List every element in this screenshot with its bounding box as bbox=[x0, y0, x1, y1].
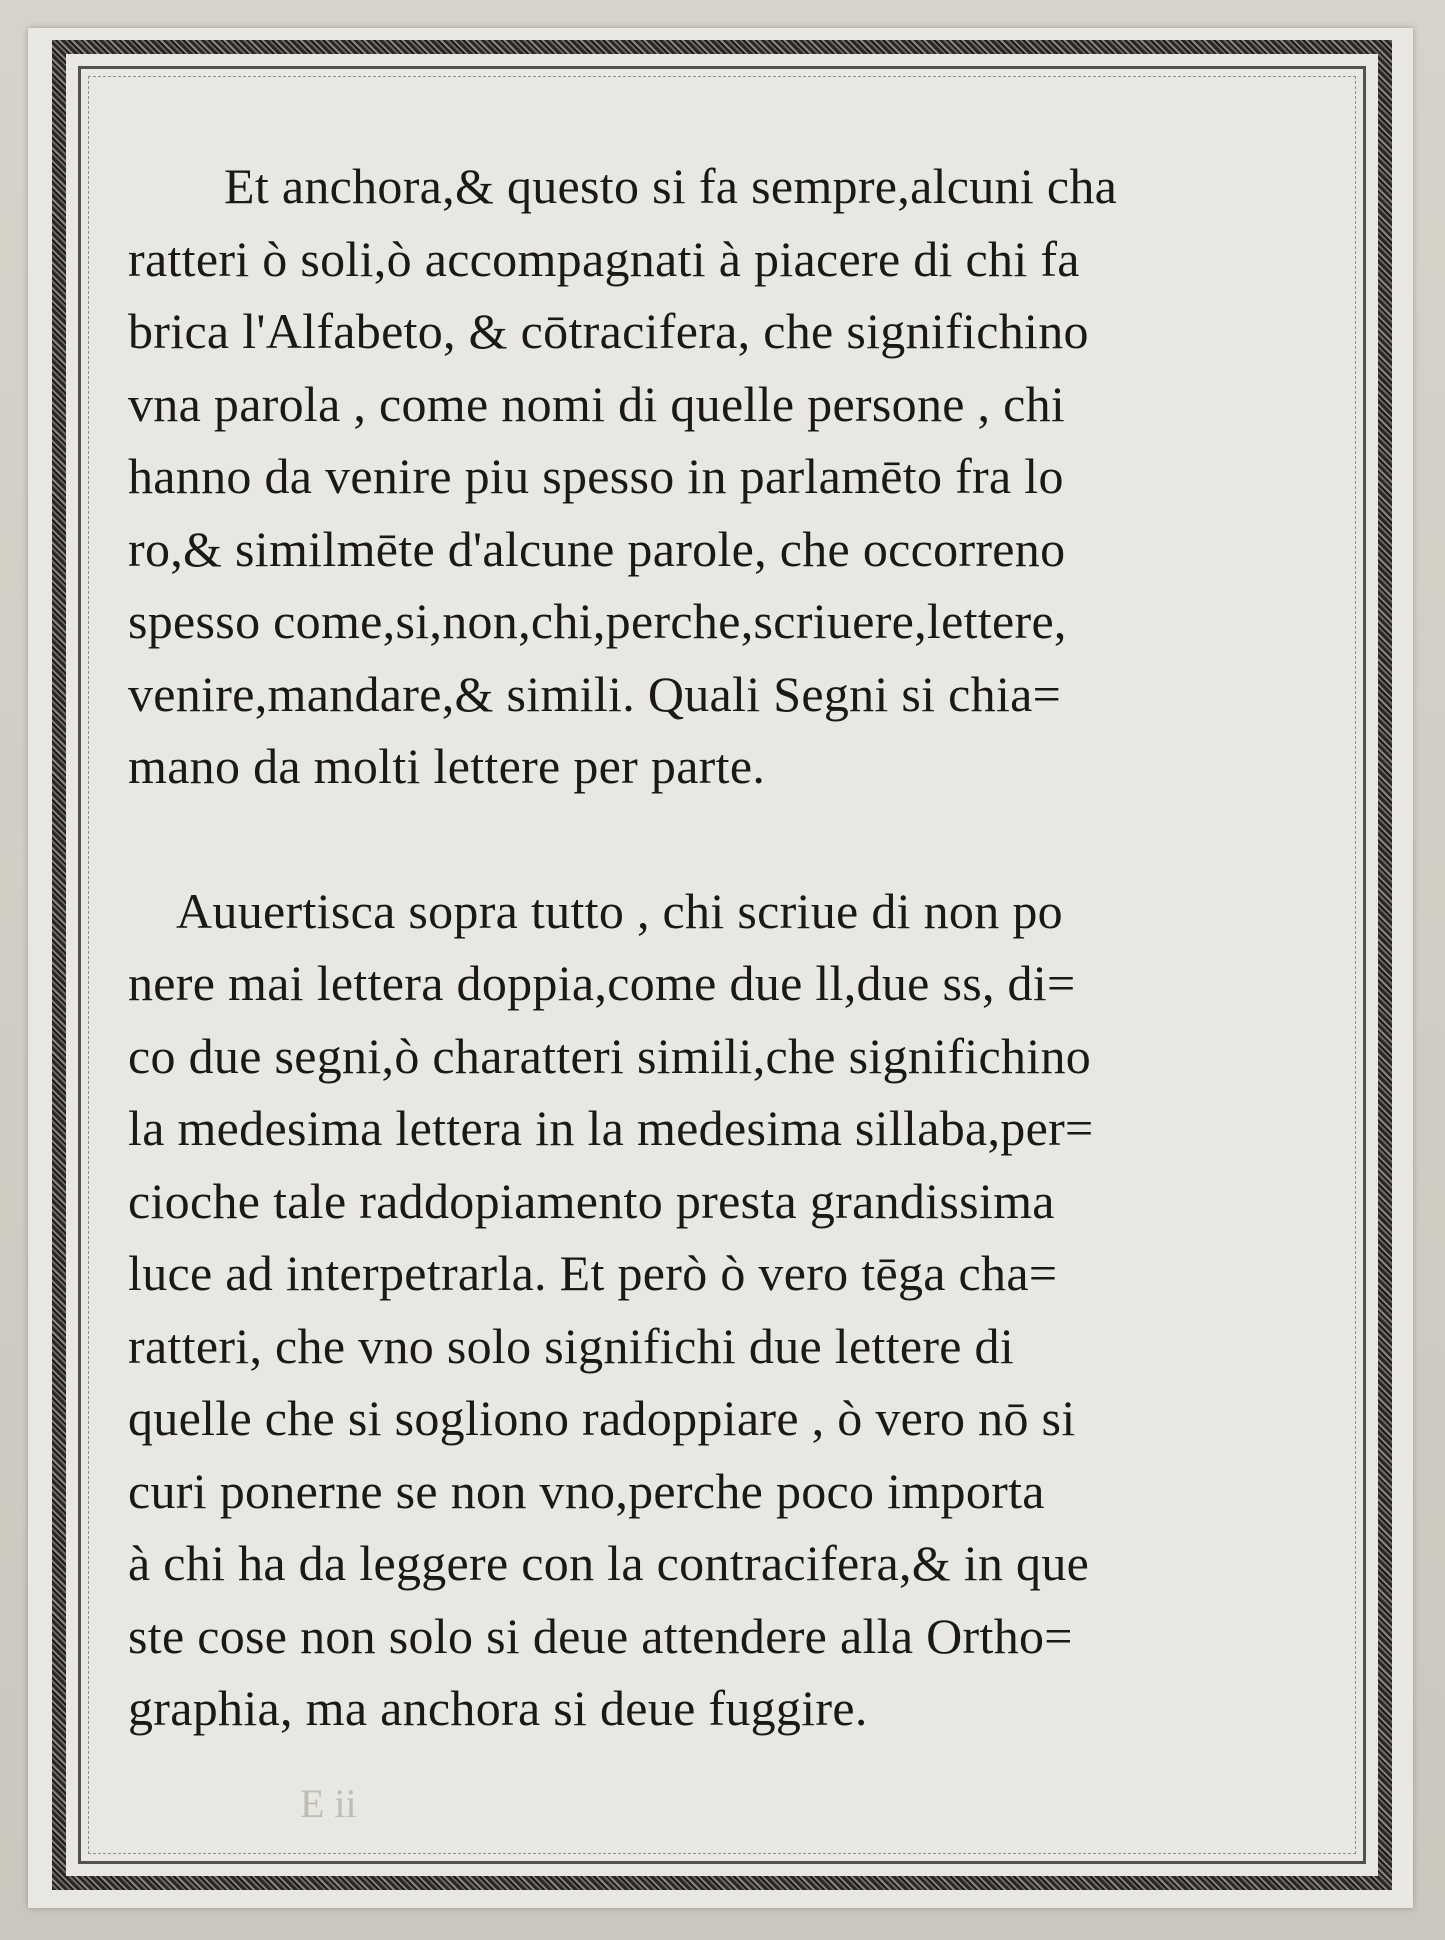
signature-mark: E ii bbox=[300, 1781, 357, 1826]
text-line: hanno da venire piu spesso in parlamēto fra lo bbox=[128, 448, 1064, 504]
paragraph-1 bbox=[128, 150, 1348, 803]
text-line: venire,mandare,& simili. Quali Segni si chia= bbox=[128, 665, 1062, 722]
text-line: brica l'Alfabeto, & cōtracifera, che significhino bbox=[128, 303, 1089, 359]
body-text bbox=[128, 150, 1348, 1745]
text-line: nere mai lettera doppia,come due ll,due ss, di= bbox=[128, 955, 1076, 1011]
text-line: mano da molti lettere per parte. bbox=[128, 738, 766, 794]
text-line: ratteri, che vno solo significhi due lettere di bbox=[128, 1317, 1015, 1374]
text-line: la medesima lettera in la medesima sillaba,per= bbox=[128, 1100, 1094, 1156]
text-line: vna parola , come nomi di quelle persone , chi bbox=[128, 375, 1066, 432]
text-line: ste cose non solo si deue attendere alla Ortho= bbox=[128, 1607, 1073, 1664]
text-line: quelle che si sogliono radoppiare , ò vero nō si bbox=[128, 1390, 1076, 1446]
text-line: ro,& similmēte d'alcune parole, che occorreno bbox=[128, 520, 1066, 577]
text-line: co due segni,ò charatteri simili,che significhino bbox=[128, 1027, 1092, 1084]
text-line: Et anchora,& questo si fa sempre,alcuni cha bbox=[224, 158, 1118, 214]
text-line: ratteri ò soli,ò accompagnati à piacere di chi fa bbox=[128, 230, 1080, 287]
text-line: graphia, ma anchora si deue fuggire. bbox=[128, 1680, 868, 1736]
text-line: cioche tale raddopiamento presta grandissima bbox=[128, 1172, 1055, 1229]
text-line: luce ad interpetrarla. Et però ò vero tēga cha= bbox=[128, 1245, 1058, 1301]
text-line: spesso come,si,non,chi,perche,scriuere,lettere, bbox=[128, 593, 1067, 649]
text-line: curi ponerne se non vno,perche poco importa bbox=[128, 1462, 1045, 1519]
text-line: Auuertisca sopra tutto , chi scriue di non po bbox=[176, 882, 1063, 939]
paragraph-2 bbox=[128, 875, 1348, 1745]
text-line: à chi ha da leggere con la contracifera,& in que bbox=[128, 1535, 1090, 1591]
